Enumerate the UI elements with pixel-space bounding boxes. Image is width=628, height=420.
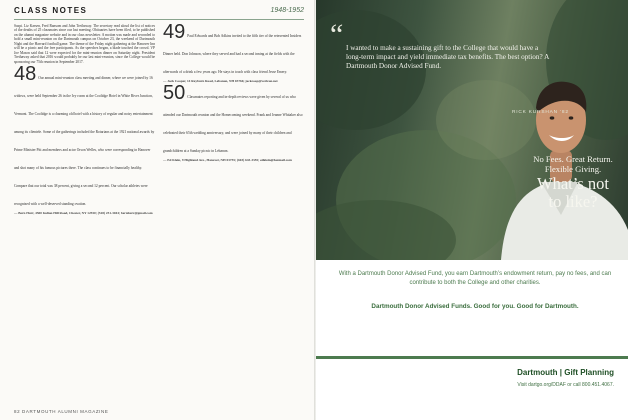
class-entry <box>14 66 155 215</box>
notes-column-2 <box>163 24 304 406</box>
quote-mark: “ <box>330 18 344 51</box>
ad-bottom-bar <box>316 356 628 412</box>
class-secretary-contact: — Jack Cooper, 14 Rayburn Road, Lebanon, NH 03766; jackcoop@verizon.net <box>163 79 278 83</box>
ad-call-to-action: Dartmouth Donor Advised Funds. Good for you. Good for Dartmouth. <box>371 303 579 310</box>
class-year-number: 49 <box>163 24 186 43</box>
tagline-line-4: to like? <box>548 191 598 211</box>
class-entry-text: Our annual mini-reunion class meeting and dinner, where we were joined by 16 widows, were held September 26 in the Ivy room at the Coolidge Hotel in White River Junction, Vermont. The Coolidge is a charming old hotel with a history of regular and noisy entertainment among its clientele. Some of the gatherings included the Rotarians at the 1921 national awards by Prime Minister Pitt and members and actor Orson Welles, who were corresponding in Hanover and shot many of his famous pictures there. The class continues to be financially healthy. Compare that our total was 38 percent, giving a second 12 percent. Our scholar athletes were recognized with a well-deserved standing ovation. <box>14 76 155 207</box>
class-entry <box>163 24 304 83</box>
column-intro-text: Suspi. Liz Karsen, Fred Ransom and John Trethaway. The secretary read aloud the list of notices of the deaths of 25 classmates since our last meeting. Obituaries have been filed, to be published on the alumni magazine website and in our class newsletter. A motion was made and seconded to hold a small mini-reunion on the Dartmouth campus on October 23, the weekend of Dartmouth Night and the Harvard football game. The theme of the Friday night gathering at the Hanover Inn will be a picnic and the free participants. As the speeches began, a blade touched the crowd. VP Joe Mason said that 12 were expected for the mini-reunion dinner on Saturday night. President Trethaway asked that 2016 would probably be our last mini-reunion, since the College would be sponsoring our 75th reunion in September 2017. <box>14 24 155 64</box>
ad-tagline <box>520 154 626 211</box>
tagline-line-2: Flexible Giving. <box>544 164 602 175</box>
class-entry-text: Classmates reporting and in-depth reviews were given by several of us who attended our Dartmouth reunion and the Homecoming weekend. Frank and Jeanne Whitaker also celebrated their 65th wedding anniversary, and were joined by many of their children and grandchildren at a Sunday picnic in Lebanon. <box>163 95 303 154</box>
testimonial-quote: I wanted to make a sustaining gift to the College that would have a long-term impact and yield immediate tax benefits. The best option? A Dartmouth Donor Advised Fund. <box>346 44 549 71</box>
quote-attribution: RICK KURSHAN ’82 <box>512 110 569 115</box>
class-entry-text: Paul Edwards and Bob Adkins invited to the fifth tier of the reinvented Insiders Dinner held. Don Johnson, where they served and had a second inning at the fields with the afterwards of a drink a few years ago. He stays in touch with class friend Jesse Emery. <box>163 34 302 74</box>
tagline-line-3: What’s not <box>537 173 609 193</box>
class-year-number: 48 <box>14 66 37 86</box>
class-secretary-contact: — Bern Hurr, 4500 Indian Hill Road, Chester, NY 12550; (518) 251-3044; bernhurr@gmail.com <box>14 211 153 216</box>
gift-planning-brand: Dartmouth | Gift Planning <box>517 368 614 377</box>
section-title: CLASS NOTES <box>14 6 88 15</box>
ad-photo <box>316 0 628 260</box>
donor-portrait <box>316 0 628 260</box>
class-years: 1948-1952 <box>270 7 304 14</box>
class-year-number: 50 <box>163 85 186 105</box>
accent-rule <box>316 356 628 359</box>
tagline-line-1: No Fees. Great Return. <box>533 154 613 164</box>
page-footer: 82 DARTMOUTH ALUMNI MAGAZINE <box>14 409 109 414</box>
class-secretary-contact: — Ed Klein, 9 Highland Ave., Hanover, NH 03755; (603) 643-3355; edklein@hotmail.com <box>163 158 292 163</box>
notes-column-1 <box>14 24 155 406</box>
gift-planning-ad <box>316 0 628 420</box>
class-entry <box>163 85 304 162</box>
page-header <box>14 6 304 20</box>
contact-link[interactable]: Visit dartgo.org/DDAF or call 800.451.4067. <box>517 382 614 388</box>
ad-body-text: With a Dartmouth Donor Advised Fund, you earn Dartmouth’s endowment return, pay no fees, and can contribute to both the College and other charities. <box>338 271 612 286</box>
